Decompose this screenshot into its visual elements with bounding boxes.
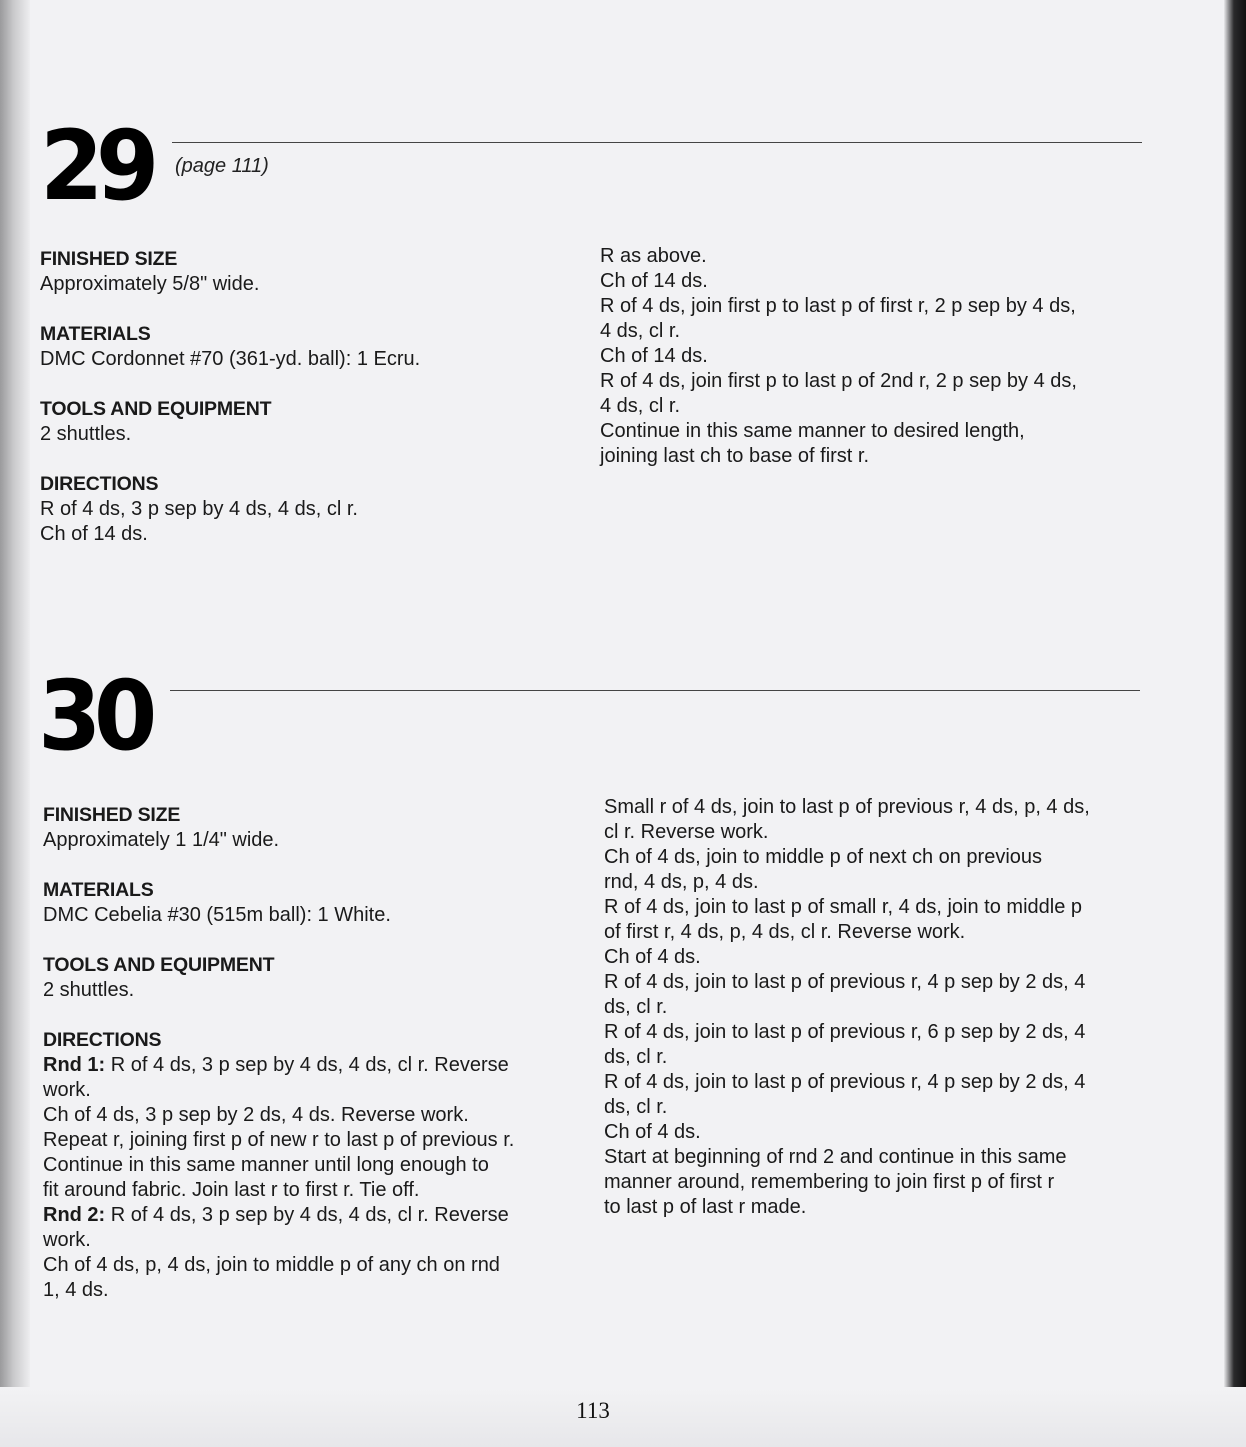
- section-heading: TOOLS AND EQUIPMENT: [43, 954, 275, 976]
- instruction-line: Start at beginning of rnd 2 and continue in this same: [604, 1146, 1067, 1168]
- instruction-line: joining last ch to base of first r.: [600, 445, 870, 467]
- round-label: Rnd 1:: [43, 1054, 106, 1076]
- section-rule: [170, 690, 1140, 691]
- instruction-line: manner around, remembering to join first p of first r: [604, 1171, 1055, 1193]
- instruction-line: Ch of 14 ds.: [600, 270, 708, 292]
- instruction-line: 2 shuttles.: [40, 423, 132, 445]
- spacer: [43, 853, 593, 878]
- instruction-line: R of 4 ds, join to last p of previous r, 4 p sep by 2 ds, 4: [604, 971, 1086, 993]
- instruction-line: ds, cl r.: [604, 1046, 668, 1068]
- instruction-line: Ch of 4 ds, join to middle p of next ch on previous: [604, 846, 1043, 868]
- section-heading: MATERIALS: [40, 323, 151, 345]
- binding-shadow: [0, 0, 30, 1447]
- instruction-line: R of 4 ds, join first p to last p of 2nd r, 2 p sep by 4 ds,: [600, 370, 1077, 392]
- page-reference: (page 111): [175, 155, 269, 177]
- instruction-line: Ch of 14 ds.: [600, 345, 708, 367]
- pattern-30-left-column: [43, 803, 593, 1303]
- instruction-line: Approximately 5/8" wide.: [40, 273, 260, 295]
- instruction-line: Approximately 1 1/4" wide.: [43, 829, 280, 851]
- spacer: [43, 928, 593, 953]
- instruction-line: R of 4 ds, join first p to last p of first r, 2 p sep by 4 ds,: [600, 295, 1076, 317]
- instruction-line: R of 4 ds, 3 p sep by 4 ds, 4 ds, cl r.: [40, 498, 358, 520]
- instruction-line: R of 4 ds, join to last p of previous r, 6 p sep by 2 ds, 4: [604, 1021, 1086, 1043]
- round-text: R of 4 ds, 3 p sep by 4 ds, 4 ds, cl r. Reverse: [105, 1204, 509, 1226]
- instruction-line: fit around fabric. Join last r to first r. Tie off.: [43, 1179, 420, 1201]
- round-instruction: [43, 1053, 593, 1078]
- section-heading: DIRECTIONS: [43, 1029, 162, 1051]
- section-heading: TOOLS AND EQUIPMENT: [40, 398, 272, 420]
- instruction-line: Ch of 4 ds, p, 4 ds, join to middle p of any ch on rnd: [43, 1254, 500, 1276]
- instruction-line: R as above.: [600, 245, 707, 267]
- instruction-line: Continue in this same manner to desired length,: [600, 420, 1025, 442]
- instruction-line: DMC Cebelia #30 (515m ball): 1 White.: [43, 904, 391, 926]
- instruction-line: Continue in this same manner until long enough to: [43, 1154, 489, 1176]
- instruction-line: cl r. Reverse work.: [604, 821, 769, 843]
- instruction-line: 4 ds, cl r.: [600, 320, 681, 342]
- round-instruction: [43, 1203, 593, 1228]
- instruction-line: Ch of 4 ds, 3 p sep by 2 ds, 4 ds. Reverse work.: [43, 1104, 469, 1126]
- round-text: R of 4 ds, 3 p sep by 4 ds, 4 ds, cl r. Reverse: [105, 1054, 509, 1076]
- instruction-line: DMC Cordonnet #70 (361-yd. ball): 1 Ecru.: [40, 348, 421, 370]
- instruction-line: ds, cl r.: [604, 1096, 668, 1118]
- instruction-line: rnd, 4 ds, p, 4 ds.: [604, 871, 759, 893]
- instruction-line: Ch of 4 ds.: [604, 1121, 701, 1143]
- pattern-29-left-column: [40, 247, 580, 547]
- instruction-line: R of 4 ds, join to last p of previous r, 4 p sep by 2 ds, 4: [604, 1071, 1086, 1093]
- instruction-line: R of 4 ds, join to last p of small r, 4 ds, join to middle p: [604, 896, 1083, 918]
- instruction-line: work.: [43, 1229, 91, 1251]
- spacer: [40, 447, 580, 472]
- instruction-line: 4 ds, cl r.: [600, 395, 681, 417]
- section-heading: FINISHED SIZE: [43, 804, 181, 826]
- instruction-line: Small r of 4 ds, join to last p of previous r, 4 ds, p, 4 ds,: [604, 796, 1090, 818]
- spacer: [40, 297, 580, 322]
- section-rule: [172, 142, 1142, 143]
- instruction-line: Ch of 4 ds.: [604, 946, 701, 968]
- page-number: 113: [576, 1398, 610, 1423]
- pattern-number-30: 30: [38, 660, 150, 772]
- spacer: [40, 372, 580, 397]
- spacer: [43, 1003, 593, 1028]
- pattern-30-right-column: [604, 795, 1164, 1220]
- section-heading: FINISHED SIZE: [40, 248, 178, 270]
- section-heading: DIRECTIONS: [40, 473, 159, 495]
- instruction-line: Ch of 14 ds.: [40, 523, 148, 545]
- pattern-number-29: 29: [40, 110, 152, 222]
- instruction-line: to last p of last r made.: [604, 1196, 807, 1218]
- instruction-line: ds, cl r.: [604, 996, 668, 1018]
- instruction-line: of first r, 4 ds, p, 4 ds, cl r. Reverse work.: [604, 921, 966, 943]
- instruction-line: work.: [43, 1079, 91, 1101]
- instruction-line: 1, 4 ds.: [43, 1279, 109, 1301]
- section-heading: MATERIALS: [43, 879, 154, 901]
- pattern-29-right-column: [600, 244, 1160, 469]
- round-label: Rnd 2:: [43, 1204, 106, 1226]
- instruction-line: 2 shuttles.: [43, 979, 135, 1001]
- page-edge: [1224, 0, 1246, 1447]
- instruction-line: Repeat r, joining first p of new r to last p of previous r.: [43, 1129, 515, 1151]
